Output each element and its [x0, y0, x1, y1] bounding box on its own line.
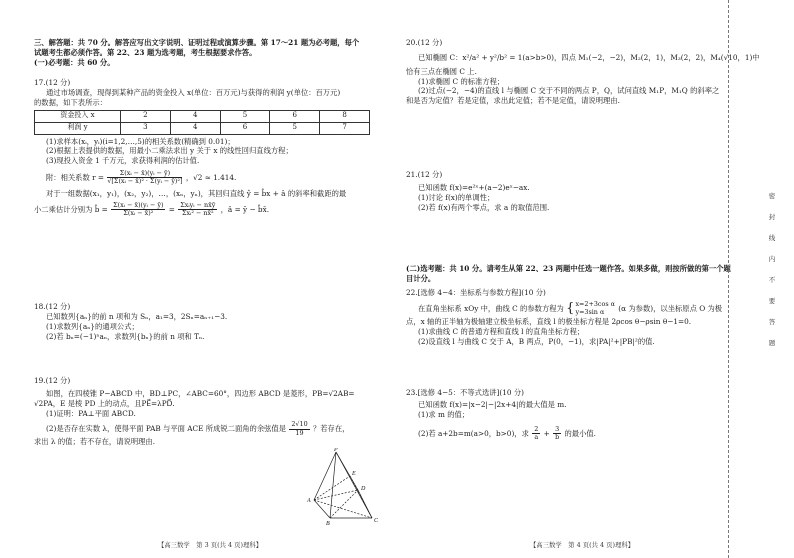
label-E: E: [352, 471, 356, 477]
label-A: A: [307, 498, 311, 504]
diag-BD: [330, 490, 358, 518]
question-22: 22.[选修 4−4：坐标系与参数方程](10 分) 在直角坐标系 xOy 中，曲线 C 的参数方程为 { x=2+3cos α y=3sin α (α 为参数)，以坐标原点 O 为极 点，x 轴的正半轴为极轴建立极坐标系，直线 l 的极坐标方程是 2ρcos θ−ρsin θ−1=0. (1)求曲线 C 的普通方程和直线 l 的直角坐标方程； (2)设直线 l 与曲线 C 交于 A，B 两点，P(0，−1)，求|PA|²+|PB|²的值.: [406, 288, 723, 347]
hint-least-squares: 小二乘估计分别为 b̂ = $\frac{\text{Σ(xᵢ − x̄)(yᵢ − ȳ)}}{\text{Σ(xᵢ − x̄)²}}$ = $\frac{\text{Σxᵢyᵢ − nx̄ȳ}}{\text{Σxᵢ² − nx̄²}}$ ，â = ȳ − b̂x̄.: [34, 200, 270, 217]
question-21: 21.(12 分) 已知函数 f(x)=e²ˣ+(a−2)eˣ−ax. (1)讨论 f(x)的单调性； (2)若 f(x)有两个零点，求 a 的取值范围.: [406, 170, 550, 212]
right-page: [392, 0, 772, 558]
question-17: 17.(12 分) 通过市场调查，现得到某种产品的资金投入 x(单位：百万元)与获得的利润 y(单位：百万元) 的数据，如下表所示： 资金投入 x 2 4 5 6 8 利润 y 3 4 6 5 7 (1)求样本(xᵢ，yᵢ)(i=1,2,…,5)的相关系数(精确到 0.01)； (2)根据上表提供的数据，用最小二乘法求出 y 关于 x 的线性回归直线方程； (3)现投入资金 1 千万元，求获得利润的估计值. 附：相关系数 r = $\frac{\text{Σ(xᵢ − x̄)(yᵢ − ȳ)}}{\text{√[Σ(xᵢ − x̄)² · Σ(yᵢ − ȳ)²]}}$ ，√2 ≈ 1.414. 对于一组数据(x₁，y₁)，(x₂，y₂)，…，(xₙ，yₙ)，其回归直线 ŷ = b̂x + â 的斜率和截距的最 小二乘估计分别为 b̂ = $\frac{\text{Σ(xᵢ − x̄)(yᵢ − ȳ)}}{\text{Σ(xᵢ − x̄)²}}$ = $\frac{\text{Σxᵢyᵢ − nx̄ȳ}}{\text{Σxᵢ² − nx̄²}}$ ，â = ȳ − b̂x̄.: [34, 78, 396, 217]
section3-header: 三、解答题：共 70 分。解答应写出文字说明、证明过程或演算步骤。第 17～21 题为必考题，每个 试题考生都必须作答。第 22、23 题为选考题，考生根据要求作答。 (一)必考题：共 60 分。: [34, 38, 360, 67]
edge-AD: [314, 490, 358, 500]
label-B: B: [326, 521, 330, 526]
data-table: [34, 110, 370, 135]
parametric-equation: x=2+3cos α y=3sin α: [575, 300, 615, 316]
hint-correlation: 附：相关系数 r = $\frac{\text{Σ(xᵢ − x̄)(yᵢ − ȳ)}}{\text{√[Σ(xᵢ − x̄)² · Σ(yᵢ − ȳ)²]}}$ ，√2 ≈ 1.414.: [46, 169, 237, 186]
optional-header: (二)选考题：共 10 分。请考生从第 22、23 两题中任选一题作答。如果多做，则按所做的第一个题 目计分。: [406, 264, 731, 283]
seal-margin: [728, 0, 794, 558]
question-18: 18.(12 分) 已知数列{aₙ}的前 n 项和为 Sₙ，a₁=3，2Sₙ=aₙ₊₁−3. (1)求数列{aₙ}的通项公式； (2)若 bₙ=(−1)ⁿaₙ，求数列{bₙ}的前 n 项和 Tₙ.: [34, 302, 228, 341]
edge-PB: [330, 452, 336, 518]
correlation-fraction: $\frac{\text{Σ(xᵢ − x̄)(yᵢ − ȳ)}}{\text{√[Σ(xᵢ − x̄)² · Σ(yᵢ − ȳ)²]}}$: [107, 169, 183, 186]
left-page: [20, 0, 400, 558]
page-footer: 【高三数学 第 4 页(共 4 页)理科】: [529, 541, 635, 550]
question-20: 20.(12 分) 已知椭圆 C：x²/a² + y²/b² = 1(a>b>0)，四点 M₁(−2，−2)，M₂(2，1)，M₃(2，2)，M₄(√10，1)中 恰有三点在椭圆 C 上. (1)求椭圆 C 的标准方程； (2)过点(−2，−4)的直线 l 与椭圆 C 交于不同的两点 P，Q，试问直线 M₁P，M₁Q 的斜率之 和是否为定值？若是定值，求出此定值；若不是定值，请说明理由.: [406, 38, 760, 106]
page-footer: 【高三数学 第 3 页(共 4 页)理科】: [157, 541, 263, 550]
question-23: 23.[选修 4−5：不等式选讲](10 分) 已知函数 f(x)=|x−2|−|2x+4|的最大值是 m. (1)求 m 的值； (2)若 a+2b=m(a>0，b>0)，求 $\frac{2}{a}$ + $\frac{3}{b}$ 的最小值.: [406, 388, 596, 441]
line-CE: [350, 476, 372, 518]
label-P: P: [334, 448, 338, 453]
cosine-fraction: $\frac{2√10}{19}$: [291, 420, 308, 437]
edge-PA: [314, 452, 336, 500]
table-row: 资金投入 x 2 4 5 6 8: [35, 110, 370, 122]
label-C: C: [374, 518, 379, 524]
label-D: D: [361, 486, 366, 492]
seal-text: 密 封 线 内 不 要 答 题: [768, 192, 776, 347]
question-19: 19.(12 分) 如图，在四棱锥 P−ABCD 中，BD⊥PC，∠ABC=60°，四边形 ABCD 是菱形，PB=√2AB= √2PA，E 是棱 PD 上的动点，且PE⃗=λPD⃗. (1)证明：PA⊥平面 ABCD. (2)是否存在实数 λ，使得平面 PAB 与平面 ACE 所成锐二面角的余弦值是 $\frac{2√10}{19}$ ？若存在， 求出 λ 的值；若不存在，请说明理由.: [34, 376, 355, 447]
pyramid-figure: [306, 448, 386, 526]
table-row: 利润 y 3 4 6 5 7: [35, 122, 370, 134]
